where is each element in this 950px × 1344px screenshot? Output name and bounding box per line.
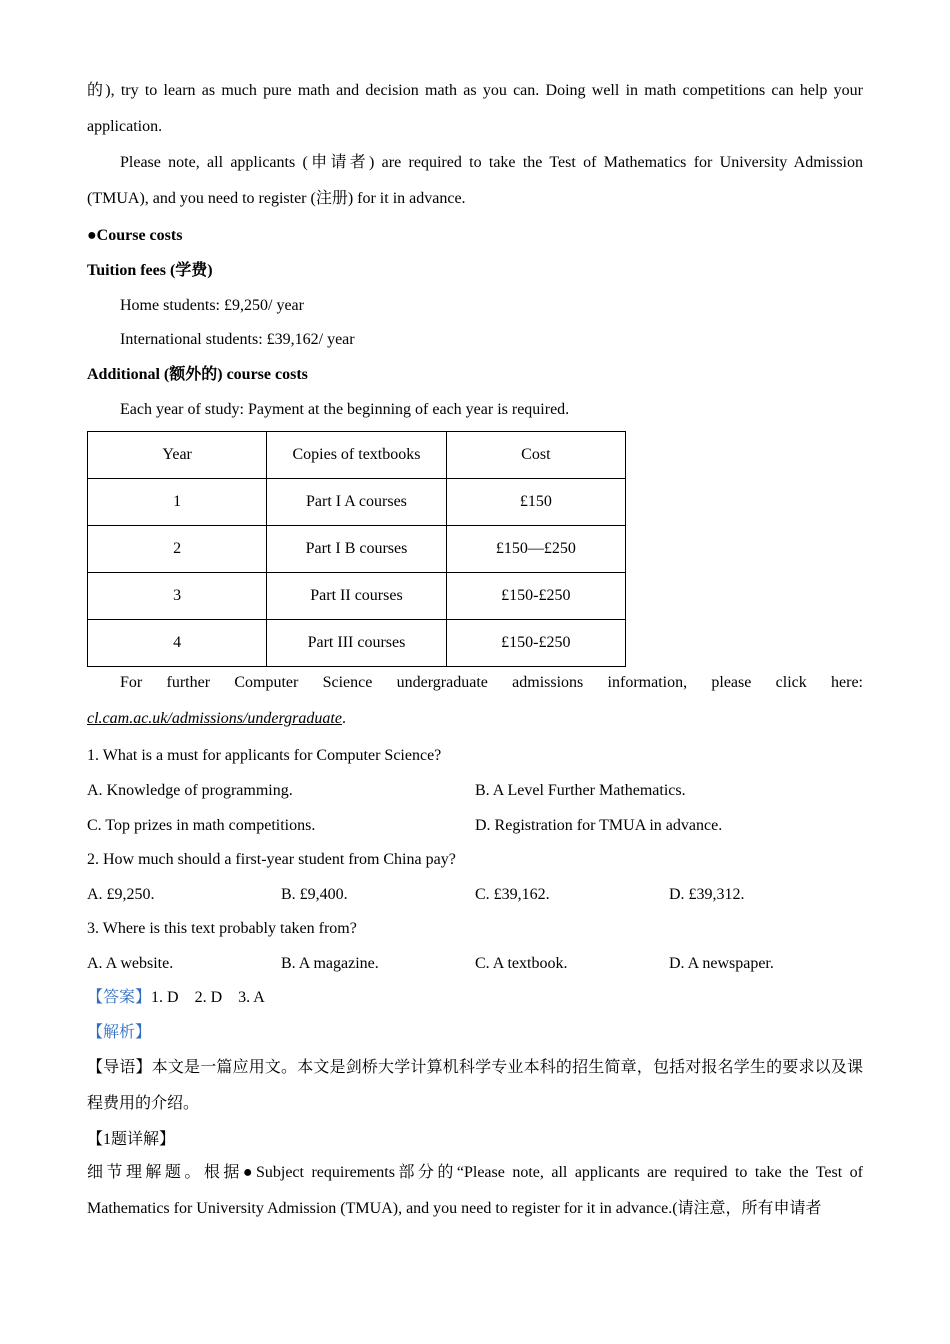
table-cell: Part I B courses xyxy=(267,526,446,573)
intro-p2-line1: Please note, all applicants (申请者) are required to take the Test of Mathematics for University Admission xyxy=(120,154,863,171)
question-2-option-c: C. £39,162. xyxy=(475,886,550,903)
intro-p1-line1: 的), try to learn as much pure math and decision math as you can. Doing well in math competitions can help your xyxy=(87,82,863,99)
intro-paragraph-2 xyxy=(87,145,863,217)
costs-table xyxy=(87,431,626,667)
table-cell: £150-£250 xyxy=(446,573,625,620)
question-2-option-b: B. £9,400. xyxy=(281,886,348,903)
question-1-stem: 1. What is a must for applicants for Computer Science? xyxy=(87,747,442,764)
tuition-fees-heading: Tuition fees (学费) xyxy=(87,262,213,279)
question-1-detail-label: 【1题详解】 xyxy=(87,1131,176,1148)
question-1-option-d: D. Registration for TMUA in advance. xyxy=(475,817,723,834)
question-2-option-d: D. £39,312. xyxy=(669,886,745,903)
answer-text: 1. D 2. D 3. A xyxy=(151,989,265,1006)
additional-costs-heading: Additional (额外的) course costs xyxy=(87,366,308,383)
question-2-option-a: A. £9,250. xyxy=(87,886,155,903)
payment-note: Each year of study: Payment at the beginning of each year is required. xyxy=(120,401,570,418)
further-info-text: For further Computer Science undergraduate admissions information, please click here: xyxy=(120,674,863,691)
answer-line xyxy=(87,988,265,1008)
question-2-stem: 2. How much should a first-year student from China pay? xyxy=(87,851,456,868)
table-cell: 4 xyxy=(88,620,267,667)
table-cell: Part III courses xyxy=(267,620,446,667)
table-cell: Part I A courses xyxy=(267,479,446,526)
table-header-cell: Copies of textbooks xyxy=(267,432,446,479)
question-1-option-c: C. Top prizes in math competitions. xyxy=(87,817,316,834)
intro-p2-line2: (TMUA), and you need to register (注册) for it in advance. xyxy=(87,190,466,207)
table-cell: 3 xyxy=(88,573,267,620)
table-row xyxy=(88,620,626,667)
course-costs-heading: ●Course costs xyxy=(87,227,183,244)
table-row xyxy=(88,479,626,526)
table-cell: £150-£250 xyxy=(446,620,625,667)
question-1-option-a: A. Knowledge of programming. xyxy=(87,782,293,799)
table-cell: Part II courses xyxy=(267,573,446,620)
table-cell: £150 xyxy=(446,479,625,526)
intro-p1-line2: application. xyxy=(87,118,163,135)
question-3-option-c: C. A textbook. xyxy=(475,955,568,972)
analysis-label: 【解析】 xyxy=(87,1024,152,1041)
home-students-fee: Home students: £9,250/ year xyxy=(120,297,304,314)
answer-label: 【答案】 xyxy=(87,989,152,1006)
further-info-link-line xyxy=(87,701,863,737)
further-info-paragraph xyxy=(87,665,863,737)
table-header-row xyxy=(88,432,626,479)
question-1-detail-text: 细节理解题。根据●Subject requirements部分的“Please note, all applicants are required to take the Test of Mathematics for University Admission (TMUA), and you need to register for it in advance.(请注意，所有申请者 xyxy=(87,1164,863,1217)
question-1-option-b: B. A Level Further Mathematics. xyxy=(475,782,686,799)
admissions-link[interactable]: cl.cam.ac.uk/admissions/undergraduate xyxy=(87,710,342,727)
table-cell: 1 xyxy=(88,479,267,526)
question-3-option-a: A. A website. xyxy=(87,955,174,972)
table-row xyxy=(88,526,626,573)
international-students-fee: International students: £39,162/ year xyxy=(120,331,355,348)
table-cell: 2 xyxy=(88,526,267,573)
table-cell: £150—£250 xyxy=(446,526,625,573)
question-3-stem: 3. Where is this text probably taken from? xyxy=(87,920,357,937)
link-period: . xyxy=(341,710,346,727)
intro-paragraph-1 xyxy=(87,73,863,145)
question-3-option-b: B. A magazine. xyxy=(281,955,379,972)
table-row xyxy=(88,573,626,620)
table-header-cell: Year xyxy=(88,432,267,479)
guide-paragraph: 【导语】本文是一篇应用文。本文是剑桥大学计算机科学专业本科的招生简章，包括对报名学生的要求以及课程费用的介绍。 xyxy=(87,1059,863,1112)
table-header-cell: Cost xyxy=(446,432,625,479)
question-3-option-d: D. A newspaper. xyxy=(669,955,774,972)
